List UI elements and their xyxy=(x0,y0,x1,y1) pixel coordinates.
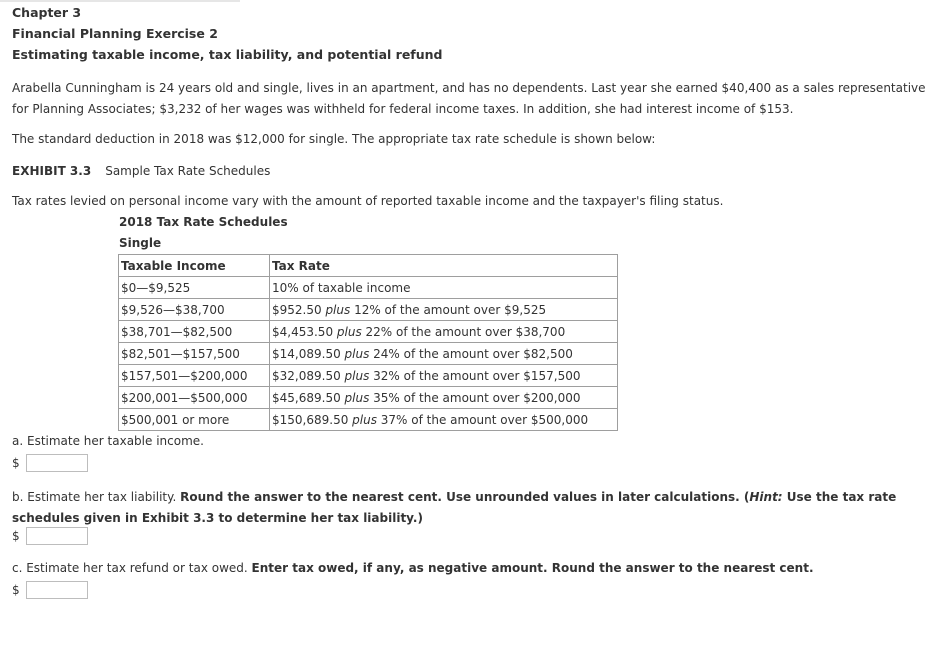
taxable-income-input[interactable] xyxy=(26,454,88,472)
income-bracket-cell: $9,526—$38,700 xyxy=(119,299,270,321)
question-b-hint: Use the tax rate schedules given in Exhibit 3.3 to determine her tax liability.) xyxy=(12,490,897,525)
income-bracket-cell: $157,501—$200,000 xyxy=(119,365,270,387)
table-row xyxy=(119,299,618,321)
income-bracket-cell: $82,501—$157,500 xyxy=(119,343,270,365)
rate-base: $4,453.50 xyxy=(272,324,337,339)
exhibit-caption xyxy=(12,164,270,178)
table-row xyxy=(119,277,618,299)
exercise-subtitle: Estimating taxable income, tax liability, and potential refund xyxy=(12,47,443,62)
income-bracket-cell: $0—$9,525 xyxy=(119,277,270,299)
rate-base: 10% of taxable income xyxy=(272,280,411,295)
exhibit-description: Tax rates levied on personal income vary with the amount of reported taxable income and the taxpayer's filing status. xyxy=(12,194,724,208)
intro-paragraph: Arabella Cunningham is 24 years old and single, lives in an apartment, and has no dependents. Last year she earned $40,400 as a sales representative for Planning Associates; $3,232 of her wages was withheld for federal income taxes. In addition, she had interest income of $153. xyxy=(12,81,926,116)
exhibit-label: EXHIBIT 3.3 xyxy=(12,164,92,178)
tax-rate-cell xyxy=(270,299,618,321)
rate-plus: plus xyxy=(352,412,377,427)
standard-deduction-text: The standard deduction in 2018 was $12,000 for single. The appropriate tax rate schedule is shown below: xyxy=(12,132,656,146)
question-c-text xyxy=(12,561,814,575)
rate-marginal: 12% of the amount over $9,525 xyxy=(350,302,547,317)
table-row xyxy=(119,343,618,365)
rate-marginal: 24% of the amount over $82,500 xyxy=(369,346,573,361)
exercise-heading: Financial Planning Exercise 2 xyxy=(12,26,218,41)
question-b-plain: b. Estimate her tax liability. xyxy=(12,490,181,504)
table-row xyxy=(119,387,618,409)
question-c-instruction: Enter tax owed, if any, as negative amount. Round the answer to the nearest cent. xyxy=(251,561,814,575)
table-header-row xyxy=(119,255,618,277)
currency-symbol: $ xyxy=(12,583,20,597)
tax-refund-input[interactable] xyxy=(26,581,88,599)
tax-rate-table xyxy=(118,254,618,431)
tax-liability-input[interactable] xyxy=(26,527,88,545)
question-a-text: a. Estimate her taxable income. xyxy=(12,434,204,448)
column-header-income: Taxable Income xyxy=(119,255,270,277)
answer-c-row xyxy=(12,581,88,599)
tax-rate-cell xyxy=(270,343,618,365)
answer-a-row xyxy=(12,454,88,472)
income-bracket-cell: $500,001 or more xyxy=(119,409,270,431)
question-b-text xyxy=(12,487,922,529)
tax-rate-cell xyxy=(270,365,618,387)
table-row xyxy=(119,321,618,343)
tax-rate-cell xyxy=(270,387,618,409)
currency-symbol: $ xyxy=(12,456,20,470)
hint-label: Hint: xyxy=(749,490,783,504)
income-bracket-cell: $200,001—$500,000 xyxy=(119,387,270,409)
top-divider xyxy=(0,0,240,2)
rate-marginal: 37% of the amount over $500,000 xyxy=(376,412,589,427)
rate-marginal: 22% of the amount over $38,700 xyxy=(361,324,566,339)
question-b-instruction: Round the answer to the nearest cent. Use unrounded values in later calculations. ( xyxy=(180,490,750,504)
rate-marginal: 35% of the amount over $200,000 xyxy=(369,390,581,405)
tax-rate-cell xyxy=(270,409,618,431)
table-row xyxy=(119,409,618,431)
schedule-title: 2018 Tax Rate Schedules xyxy=(119,215,288,229)
rate-plus: plus xyxy=(344,346,370,361)
income-bracket-cell: $38,701—$82,500 xyxy=(119,321,270,343)
currency-symbol: $ xyxy=(12,529,20,543)
table-row xyxy=(119,365,618,387)
rate-base: $32,089.50 xyxy=(272,368,345,383)
answer-b-row xyxy=(12,527,88,545)
rate-plus: plus xyxy=(344,368,370,383)
rate-marginal: 32% of the amount over $157,500 xyxy=(369,368,581,383)
rate-base: $150,689.50 xyxy=(272,412,353,427)
rate-base: $45,689.50 xyxy=(272,390,345,405)
tax-rate-cell xyxy=(270,321,618,343)
column-header-rate: Tax Rate xyxy=(270,255,618,277)
filing-status-label: Single xyxy=(119,236,162,250)
rate-plus: plus xyxy=(325,302,351,317)
question-c-plain: c. Estimate her tax refund or tax owed. xyxy=(12,561,252,575)
rate-plus: plus xyxy=(336,324,362,339)
rate-plus: plus xyxy=(344,390,370,405)
rate-base: $14,089.50 xyxy=(272,346,345,361)
rate-base: $952.50 xyxy=(272,302,326,317)
chapter-heading: Chapter 3 xyxy=(12,5,82,20)
exhibit-title: Sample Tax Rate Schedules xyxy=(105,164,271,178)
tax-rate-cell xyxy=(270,277,618,299)
